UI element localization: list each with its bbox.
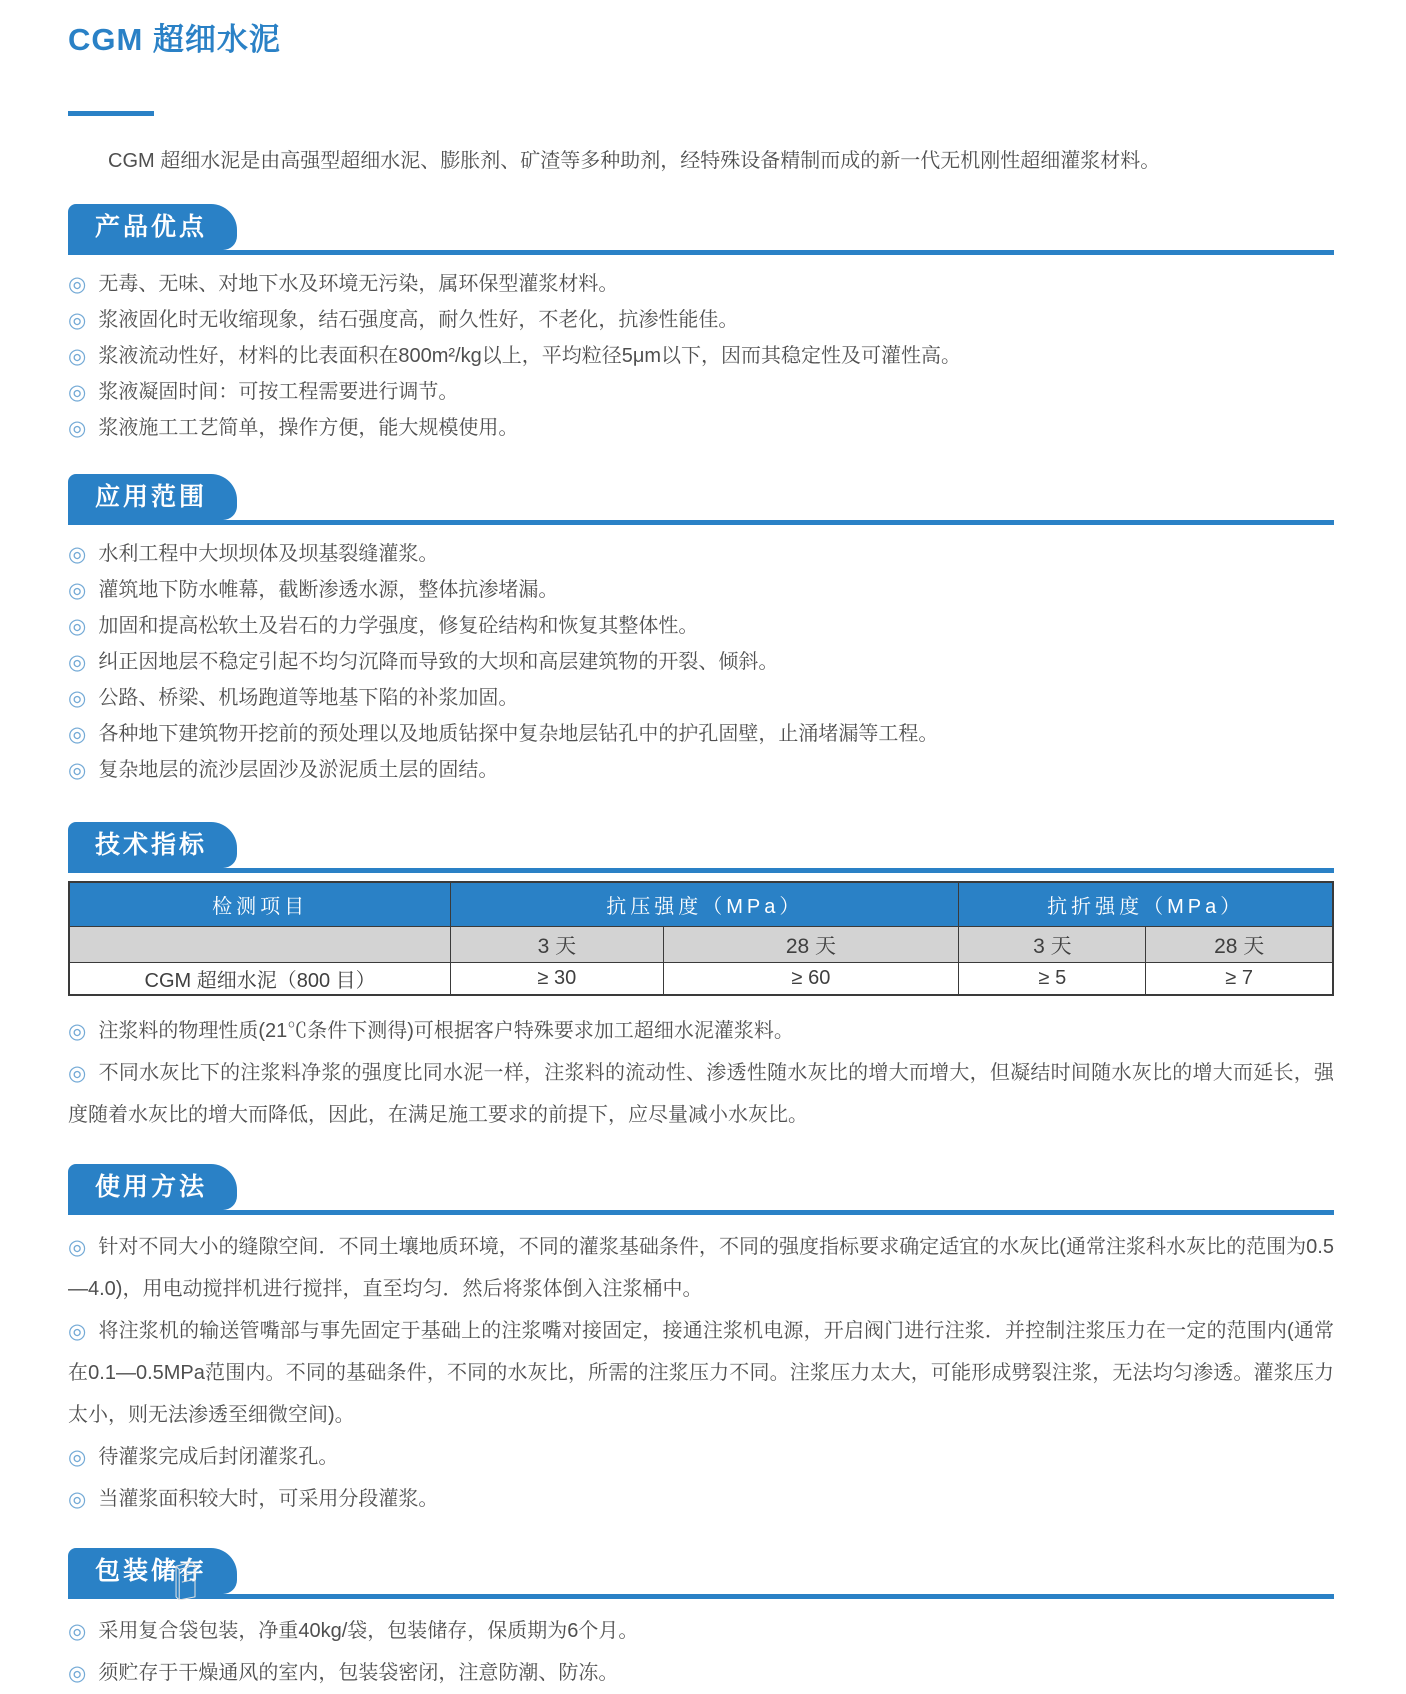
list-item bbox=[68, 1310, 1334, 1436]
section-tab-applications: 应用范围 bbox=[68, 474, 237, 520]
ring-bullet-icon: ◎ bbox=[68, 1320, 87, 1343]
list-item-text: 浆液固化时无收缩现象，结石强度高，耐久性好，不老化，抗渗性能佳。 bbox=[98, 309, 739, 331]
spec-table-col1-header: 检测项目 bbox=[69, 882, 451, 927]
list-item-text: 针对不同大小的缝隙空间．不同土壤地质环境，不同的灌浆基础条件，不同的强度指标要求确定适宜的水灰比(通常注浆科水灰比的范围为0.5—4.0)，用电动搅拌机进行搅拌，直至均匀．然后将浆体倒入注浆桶中。 bbox=[68, 1236, 1334, 1300]
list-item bbox=[68, 716, 1334, 752]
list-item bbox=[68, 1010, 1334, 1052]
list-item-text: 各种地下建筑物开挖前的预处理以及地质钻探中复杂地层钻孔中的护孔固壁，止涌堵漏等工程。 bbox=[98, 723, 939, 745]
list-item-text: 水利工程中大坝坝体及坝基裂缝灌浆。 bbox=[98, 543, 439, 565]
list-item bbox=[68, 1478, 1334, 1520]
applications-list bbox=[68, 536, 1334, 788]
list-item bbox=[68, 1052, 1334, 1136]
usage-list bbox=[68, 1226, 1334, 1520]
section-head-applications bbox=[68, 474, 1334, 525]
title-underline bbox=[68, 111, 154, 116]
list-item bbox=[68, 644, 1334, 680]
list-item-text: 待灌浆完成后封闭灌浆孔。 bbox=[98, 1446, 339, 1468]
spec-value: ≥ 60 bbox=[663, 963, 959, 996]
spec-table bbox=[68, 881, 1334, 996]
spec-value: ≥ 30 bbox=[451, 963, 663, 996]
ring-bullet-icon: ◎ bbox=[68, 273, 87, 296]
ring-bullet-icon: ◎ bbox=[68, 615, 87, 638]
list-item bbox=[68, 266, 1334, 302]
list-item-text: 须贮存于干燥通风的室内，包装袋密闭，注意防潮、防冻。 bbox=[98, 1662, 619, 1684]
list-item-text: 无毒、无味、对地下水及环境无污染，属环保型灌浆材料。 bbox=[98, 273, 619, 295]
section-tab-storage: 包装储存 bbox=[68, 1548, 237, 1594]
list-item bbox=[68, 1226, 1334, 1310]
list-item bbox=[68, 410, 1334, 446]
list-item-text: 当灌浆面积较大时，可采用分段灌浆。 bbox=[98, 1488, 439, 1510]
list-item-text: 注浆料的物理性质(21℃条件下测得)可根据客户特殊要求加工超细水泥灌浆料。 bbox=[98, 1020, 794, 1042]
storage-list bbox=[68, 1610, 1334, 1694]
section-tab-usage: 使用方法 bbox=[68, 1164, 237, 1210]
specs-notes bbox=[68, 1010, 1334, 1136]
ring-bullet-icon: ◎ bbox=[68, 1662, 87, 1685]
list-item bbox=[68, 302, 1334, 338]
spec-table-flexural-header: 抗折强度（MPa） bbox=[959, 882, 1333, 927]
list-item bbox=[68, 608, 1334, 644]
list-item-text: 复杂地层的流沙层固沙及淤泥质土层的固结。 bbox=[98, 759, 499, 781]
ring-bullet-icon: ◎ bbox=[68, 651, 87, 674]
ring-bullet-icon: ◎ bbox=[68, 1062, 87, 1085]
ring-bullet-icon: ◎ bbox=[68, 309, 87, 332]
list-item-text: 将注浆机的输送管嘴部与事先固定于基础上的注浆嘴对接固定，接通注浆机电源，开启阀门进行注浆．并控制注浆压力在一定的范围内(通常在0.1—0.5MPa范围内。不同的基础条件，不同的水灰比，所需的注浆压力不同。注浆压力太大，可能形成劈裂注浆，无法均匀渗透。灌浆压力太小，则无法渗透至细微空间)。 bbox=[68, 1320, 1334, 1426]
spec-table-header-row bbox=[69, 882, 1333, 927]
list-item-text: 灌筑地下防水帷幕，截断渗透水源，整体抗渗堵漏。 bbox=[98, 579, 559, 601]
list-item bbox=[68, 572, 1334, 608]
list-item bbox=[68, 1436, 1334, 1478]
spec-row-label: CGM 超细水泥（800 目） bbox=[69, 963, 451, 996]
list-item-text: 不同水灰比下的注浆料净浆的强度比同水泥一样，注浆料的流动性、渗透性随水灰比的增大而增大，但凝结时间随水灰比的增大而延长，强度随着水灰比的增大而降低，因此，在满足施工要求的前提下，应尽量减小水灰比。 bbox=[68, 1062, 1335, 1126]
spec-table-subheader: 28 天 bbox=[1146, 927, 1333, 963]
spec-table-data-row bbox=[69, 963, 1333, 996]
list-item bbox=[68, 1652, 1334, 1694]
spec-table-subheader-row bbox=[69, 927, 1333, 963]
spec-table-subheader: 3 天 bbox=[959, 927, 1146, 963]
list-item bbox=[68, 338, 1334, 374]
section-head-advantages bbox=[68, 204, 1334, 255]
list-item bbox=[68, 680, 1334, 716]
spec-value: ≥ 7 bbox=[1146, 963, 1333, 996]
intro-paragraph: CGM 超细水泥是由高强型超细水泥、膨胀剂、矿渣等多种助剂，经特殊设备精制而成的新一代无机刚性超细灌浆材料。 bbox=[108, 150, 1161, 172]
ring-bullet-icon: ◎ bbox=[68, 1236, 87, 1259]
ring-bullet-icon: ◎ bbox=[68, 1488, 87, 1511]
ring-bullet-icon: ◎ bbox=[68, 687, 87, 710]
ring-bullet-icon: ◎ bbox=[68, 1446, 87, 1469]
list-item bbox=[68, 536, 1334, 572]
list-item-text: 公路、桥梁、机场跑道等地基下陷的补浆加固。 bbox=[98, 687, 519, 709]
ring-bullet-icon: ◎ bbox=[68, 759, 87, 782]
ring-bullet-icon: ◎ bbox=[68, 543, 87, 566]
ring-bullet-icon: ◎ bbox=[68, 723, 87, 746]
section-tab-specs: 技术指标 bbox=[68, 822, 237, 868]
section-head-storage bbox=[68, 1548, 1334, 1599]
ring-bullet-icon: ◎ bbox=[68, 1020, 87, 1043]
list-item bbox=[68, 752, 1334, 788]
list-item bbox=[68, 374, 1334, 410]
spec-table-subheader: 3 天 bbox=[451, 927, 663, 963]
list-item-text: 采用复合袋包装，净重40kg/袋，包装储存，保质期为6个月。 bbox=[98, 1620, 639, 1642]
list-item-text: 纠正因地层不稳定引起不均匀沉降而导致的大坝和高层建筑物的开裂、倾斜。 bbox=[98, 651, 779, 673]
list-item-text: 浆液凝固时间：可按工程需要进行调节。 bbox=[98, 381, 459, 403]
ring-bullet-icon: ◎ bbox=[68, 417, 87, 440]
list-item-text: 加固和提高松软土及岩石的力学强度，修复砼结构和恢复其整体性。 bbox=[98, 615, 699, 637]
list-item-text: 浆液施工工艺简单，操作方便，能大规模使用。 bbox=[98, 417, 519, 439]
list-item-text: 浆液流动性好，材料的比表面积在800m²/kg以上，平均粒径5μm以下，因而其稳定性及可灌性高。 bbox=[98, 345, 962, 367]
section-head-specs bbox=[68, 822, 1334, 873]
ring-bullet-icon: ◎ bbox=[68, 1620, 87, 1643]
ring-bullet-icon: ◎ bbox=[68, 381, 87, 404]
cement-bag-sketch-icon bbox=[146, 1560, 224, 1600]
ring-bullet-icon: ◎ bbox=[68, 345, 87, 368]
advantages-list bbox=[68, 266, 1334, 446]
ring-bullet-icon: ◎ bbox=[68, 579, 87, 602]
section-tab-advantages: 产品优点 bbox=[68, 204, 237, 250]
spec-value: ≥ 5 bbox=[959, 963, 1146, 996]
spec-table-subheader: 28 天 bbox=[663, 927, 959, 963]
list-item bbox=[68, 1610, 1334, 1652]
spec-table-empty-cell bbox=[69, 927, 451, 963]
page-title: CGM 超细水泥 bbox=[68, 22, 281, 57]
section-head-usage bbox=[68, 1164, 1334, 1215]
spec-table-compressive-header: 抗压强度（MPa） bbox=[451, 882, 959, 927]
